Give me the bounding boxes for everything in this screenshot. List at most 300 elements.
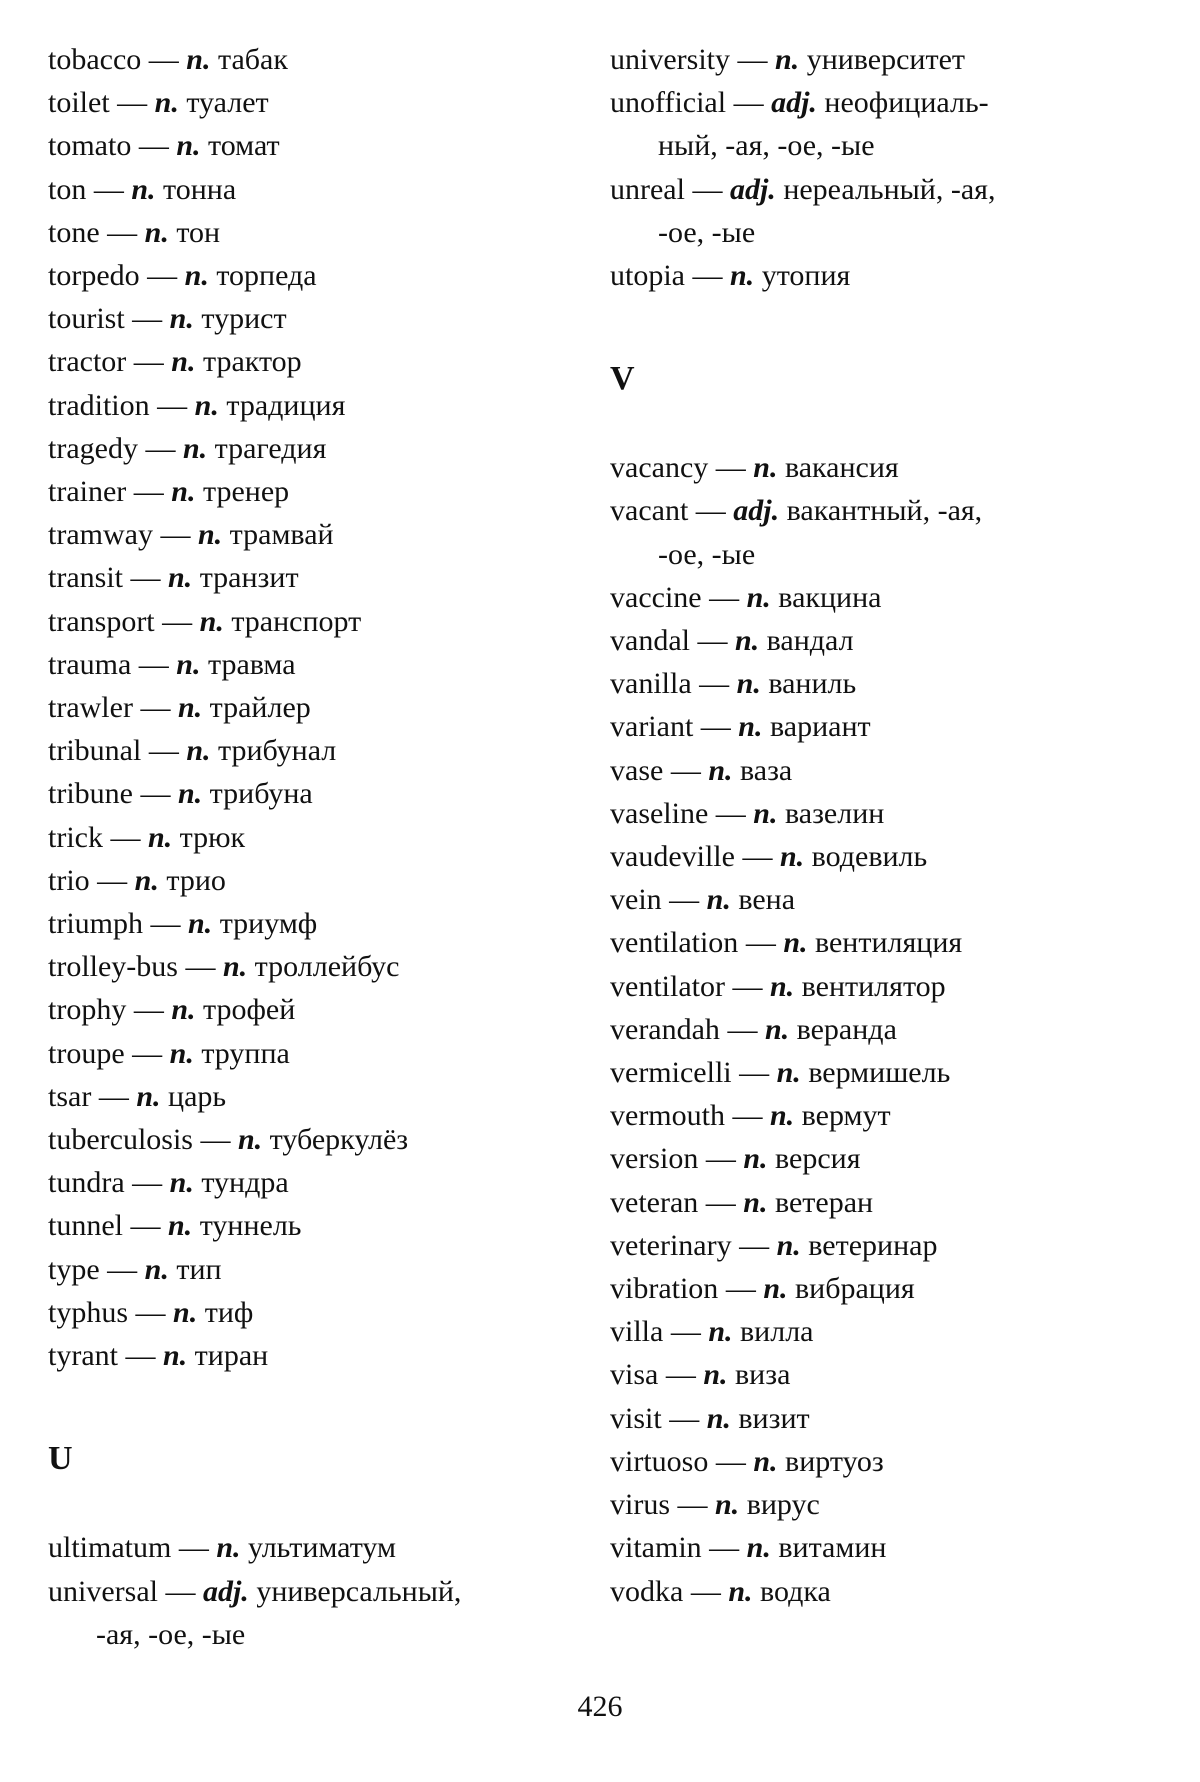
dictionary-entry <box>610 921 1170 964</box>
entry-translation: трофей <box>203 993 296 1027</box>
dictionary-entry <box>48 1118 588 1161</box>
section-heading-v: V <box>610 360 635 398</box>
entry-line <box>48 1161 588 1204</box>
entry-part-of-speech: n. <box>177 691 203 725</box>
entry-list-u-continued <box>610 38 1170 297</box>
entry-part-of-speech: n. <box>706 883 731 917</box>
entry-line <box>48 384 588 427</box>
entry-part-of-speech: n. <box>764 1012 790 1046</box>
entry-line <box>48 1032 588 1075</box>
dictionary-entry <box>48 470 588 513</box>
dictionary-entry <box>48 1570 588 1656</box>
entry-line <box>48 513 588 556</box>
entry-word: ultimatum <box>48 1531 172 1565</box>
dictionary-entry <box>48 1161 588 1204</box>
entry-word: ventilation <box>610 926 739 960</box>
entry-translation: туалет <box>186 86 269 120</box>
entry-part-of-speech: n. <box>775 43 800 76</box>
dictionary-entry <box>48 1526 588 1569</box>
entry-part-of-speech: n. <box>769 1099 795 1133</box>
entry-translation: троллейбус <box>254 950 400 984</box>
entry-translation: вирус <box>746 1488 820 1522</box>
dictionary-entry <box>610 1051 1170 1094</box>
dictionary-entry <box>48 384 588 427</box>
entry-word: verandah <box>610 1012 720 1046</box>
entry-word: utopia <box>610 259 685 293</box>
right-column <box>610 38 1170 1613</box>
dictionary-entry <box>610 619 1170 662</box>
entry-part-of-speech: n. <box>173 1295 198 1329</box>
dictionary-entry <box>48 124 588 167</box>
dictionary-entry <box>610 576 1170 619</box>
entry-dash: — <box>98 1079 129 1113</box>
entry-translation: трио <box>166 863 226 897</box>
entry-dash: — <box>178 1531 209 1565</box>
entry-word: vandal <box>610 624 690 658</box>
entry-translation: томат <box>208 129 280 163</box>
entry-line <box>48 1334 588 1377</box>
entry-dash: — <box>117 86 148 120</box>
entry-word: tunnel <box>48 1209 123 1243</box>
entry-dash: — <box>138 647 169 681</box>
entry-dash: — <box>133 475 164 509</box>
entry-part-of-speech: adj. <box>202 1574 249 1608</box>
dictionary-entry <box>610 1570 1170 1613</box>
entry-line <box>610 965 1170 1008</box>
entry-translation: универсальный, <box>256 1574 462 1608</box>
entry-word: vermicelli <box>610 1056 732 1090</box>
entry-part-of-speech: n. <box>715 1488 740 1522</box>
dictionary-entry <box>610 1440 1170 1483</box>
entry-word: veterinary <box>610 1228 732 1262</box>
dictionary-entry <box>610 705 1170 748</box>
entry-part-of-speech: n. <box>199 604 224 638</box>
entry-dash: — <box>140 777 171 811</box>
entry-translation: туннель <box>199 1209 302 1243</box>
entry-line <box>48 772 588 815</box>
entry-line <box>48 1291 588 1334</box>
dictionary-entry <box>48 988 588 1031</box>
entry-dash: — <box>93 172 124 206</box>
entry-translation: утопия <box>761 259 851 293</box>
entry-dash: — <box>705 1142 736 1176</box>
entry-part-of-speech: adj. <box>733 494 780 528</box>
entry-line <box>48 816 588 859</box>
entry-word: visit <box>610 1401 662 1435</box>
entry-word: tribunal <box>48 734 142 768</box>
entry-line <box>48 1248 588 1291</box>
dictionary-entry <box>48 513 588 556</box>
section-heading-u: U <box>48 1440 73 1478</box>
entry-line <box>48 470 588 513</box>
entry-translation: вена <box>738 883 796 917</box>
entry-word: version <box>610 1142 699 1176</box>
dictionary-entry <box>48 556 588 599</box>
entry-word: typhus <box>48 1295 129 1329</box>
entry-part-of-speech: n. <box>776 1228 801 1262</box>
entry-dash: — <box>669 883 700 917</box>
entry-part-of-speech: n. <box>162 1339 188 1373</box>
entry-translation: вилла <box>740 1315 814 1349</box>
dictionary-entry <box>48 643 588 686</box>
entry-dash: — <box>147 259 178 293</box>
entry-translation: тиран <box>194 1339 269 1373</box>
dictionary-entry <box>48 1291 588 1334</box>
entry-dash: — <box>690 1574 721 1608</box>
entry-translation: табак <box>217 43 288 76</box>
entry-list-u <box>48 1526 588 1656</box>
entry-word: villa <box>610 1315 664 1349</box>
entry-word: torpedo <box>48 259 140 293</box>
entry-part-of-speech: n. <box>169 1166 194 1200</box>
entry-dash: — <box>665 1358 696 1392</box>
entry-dash: — <box>737 43 768 76</box>
entry-dash: — <box>145 431 176 465</box>
dictionary-entry <box>610 878 1170 921</box>
entry-word: transport <box>48 604 155 638</box>
entry-word: type <box>48 1252 100 1286</box>
entry-part-of-speech: n. <box>131 172 156 206</box>
entry-word: trainer <box>48 475 127 509</box>
entry-line <box>610 576 1170 619</box>
dictionary-entry <box>48 427 588 470</box>
entry-part-of-speech: n. <box>743 1185 768 1219</box>
entry-dash: — <box>670 1315 701 1349</box>
entry-dash: — <box>132 302 163 336</box>
entry-line <box>48 729 588 772</box>
entry-word: tundra <box>48 1166 125 1200</box>
dictionary-entry <box>48 686 588 729</box>
entry-word: vaccine <box>610 580 702 614</box>
entry-line <box>610 1051 1170 1094</box>
entry-translation: транзит <box>199 561 299 595</box>
entry-translation: ваза <box>740 753 793 787</box>
entry-word: unreal <box>610 172 685 206</box>
entry-part-of-speech: n. <box>197 518 223 552</box>
entry-translation: ветеринар <box>808 1228 938 1262</box>
dictionary-entry <box>610 1267 1170 1310</box>
entry-line <box>610 1353 1170 1396</box>
entry-translation: виртуоз <box>785 1444 884 1478</box>
dictionary-entry <box>48 1334 588 1377</box>
entry-part-of-speech: n. <box>169 302 194 336</box>
entry-line <box>610 1310 1170 1353</box>
entry-part-of-speech: n. <box>753 796 778 830</box>
entry-word: vermouth <box>610 1099 725 1133</box>
entry-translation: вазелин <box>784 796 885 830</box>
entry-line <box>610 662 1170 705</box>
dictionary-entry <box>610 446 1170 489</box>
entry-line <box>48 1570 588 1613</box>
entry-part-of-speech: n. <box>176 129 201 163</box>
entry-line <box>610 1137 1170 1180</box>
entry-line <box>610 1570 1170 1613</box>
entry-line <box>610 792 1170 835</box>
entry-dash: — <box>140 691 171 725</box>
entry-part-of-speech: n. <box>738 710 763 744</box>
entry-translation: вакансия <box>784 451 899 485</box>
entry-dash: — <box>130 561 161 595</box>
entry-dash: — <box>739 1056 770 1090</box>
entry-part-of-speech: n. <box>708 753 733 787</box>
dictionary-entry <box>610 1397 1170 1440</box>
entry-dash: — <box>165 1574 196 1608</box>
entry-part-of-speech: n. <box>136 1079 161 1113</box>
entry-part-of-speech: n. <box>186 43 211 76</box>
entry-word: virtuoso <box>610 1444 709 1478</box>
entry-word: tragedy <box>48 431 138 465</box>
entry-translation: тип <box>176 1252 222 1286</box>
entry-line <box>610 921 1170 964</box>
dictionary-entry <box>48 297 588 340</box>
entry-translation: витамин <box>778 1531 887 1565</box>
entry-line <box>48 254 588 297</box>
entry-translation: тонна <box>163 172 237 206</box>
entry-dash: — <box>162 604 193 638</box>
dictionary-entry <box>610 1483 1170 1526</box>
entry-word: tobacco <box>48 43 142 76</box>
entry-dash: — <box>700 710 731 744</box>
entry-line <box>48 81 588 124</box>
entry-word: triumph <box>48 907 143 941</box>
entry-part-of-speech: n. <box>783 926 808 960</box>
entry-word: veteran <box>610 1185 699 1219</box>
entry-word: trick <box>48 820 103 854</box>
entry-dash: — <box>157 388 188 422</box>
section-spacer <box>48 1377 588 1437</box>
entry-line <box>610 446 1170 489</box>
entry-word: vitamin <box>610 1531 702 1565</box>
entry-dash: — <box>745 926 776 960</box>
entry-word: trawler <box>48 691 133 725</box>
entry-part-of-speech: n. <box>186 734 211 768</box>
entry-translation: вакцина <box>778 580 882 614</box>
entry-dash: — <box>130 1209 161 1243</box>
entry-part-of-speech: n. <box>706 1401 731 1435</box>
dictionary-entry <box>48 600 588 643</box>
entry-line <box>610 254 1170 297</box>
entry-translation: водевиль <box>811 840 928 874</box>
entry-dash: — <box>732 1099 763 1133</box>
entry-translation: вандал <box>766 624 854 658</box>
entry-part-of-speech: n. <box>753 451 778 485</box>
entry-translation: ветеран <box>774 1185 874 1219</box>
entry-dash: — <box>150 907 181 941</box>
entry-line <box>610 168 1170 211</box>
entry-word: tsar <box>48 1079 92 1113</box>
entry-translation: водка <box>760 1574 831 1608</box>
entry-translation: трибуна <box>209 777 313 811</box>
entry-line <box>48 1204 588 1247</box>
dictionary-entry <box>610 1137 1170 1180</box>
entry-part-of-speech: n. <box>171 993 196 1027</box>
entry-dash: — <box>692 259 723 293</box>
entry-part-of-speech: n. <box>728 1574 753 1608</box>
entry-line <box>610 1483 1170 1526</box>
entry-word: unofficial <box>610 86 727 120</box>
entry-part-of-speech: n. <box>169 1036 194 1070</box>
entry-word: visa <box>610 1358 659 1392</box>
entry-translation: вентилятор <box>801 969 946 1003</box>
dictionary-entry <box>48 168 588 211</box>
entry-part-of-speech: n. <box>753 1444 778 1478</box>
entry-dash: — <box>669 1401 700 1435</box>
entry-part-of-speech: n. <box>703 1358 728 1392</box>
entry-line <box>610 81 1170 124</box>
entry-word: toilet <box>48 86 110 120</box>
entry-dash: — <box>727 1012 758 1046</box>
entry-translation: туберкулёз <box>269 1123 409 1157</box>
entry-translation: транспорт <box>231 604 362 638</box>
entry-translation: вентиляция <box>815 926 963 960</box>
entry-line <box>48 643 588 686</box>
entry-word: tyrant <box>48 1339 118 1373</box>
entry-word: variant <box>610 710 694 744</box>
entry-line <box>610 1267 1170 1310</box>
entry-list-v <box>610 446 1170 1612</box>
entry-translation: трибунал <box>218 734 337 768</box>
entry-dash: — <box>725 1272 756 1306</box>
entry-part-of-speech: n. <box>168 1209 193 1243</box>
entry-translation: ваниль <box>768 667 857 701</box>
entry-dash: — <box>135 1295 166 1329</box>
entry-dash: — <box>132 1036 163 1070</box>
entry-word: trolley-bus <box>48 950 178 984</box>
entry-line <box>610 705 1170 748</box>
dictionary-entry <box>610 1094 1170 1137</box>
dictionary-entry <box>48 1032 588 1075</box>
entry-line <box>48 556 588 599</box>
entry-translation: вермут <box>801 1099 891 1133</box>
entry-word: transit <box>48 561 123 595</box>
entry-part-of-speech: n. <box>763 1272 788 1306</box>
entry-word: ventilator <box>610 969 725 1003</box>
entry-line <box>610 1008 1170 1051</box>
entry-word: virus <box>610 1488 670 1522</box>
entry-dash: — <box>148 43 179 76</box>
entry-dash: — <box>695 494 726 528</box>
entry-translation: трамвай <box>229 518 334 552</box>
entry-part-of-speech: n. <box>779 840 805 874</box>
entry-part-of-speech: n. <box>746 1531 771 1565</box>
entry-dash: — <box>699 667 730 701</box>
entry-line <box>610 1440 1170 1483</box>
entry-translation: университет <box>806 43 966 76</box>
entry-part-of-speech: n. <box>216 1531 241 1565</box>
dictionary-entry <box>48 211 588 254</box>
dictionary-entry <box>610 254 1170 297</box>
entry-word: vacant <box>610 494 689 528</box>
entry-translation: тиф <box>204 1295 254 1329</box>
entry-word: tractor <box>48 345 127 379</box>
entry-translation: торпеда <box>216 259 317 293</box>
entry-part-of-speech: n. <box>730 259 755 293</box>
entry-word: tradition <box>48 388 150 422</box>
dictionary-entry <box>610 1526 1170 1569</box>
entry-line <box>48 859 588 902</box>
entry-translation: визит <box>738 1401 810 1435</box>
entry-list-t <box>48 38 588 1377</box>
entry-dash: — <box>185 950 216 984</box>
entry-line <box>48 600 588 643</box>
entry-continuation: -ая, -ое, -ые <box>96 1617 246 1651</box>
entry-dash: — <box>705 1185 736 1219</box>
entry-continuation: -ое, -ые <box>658 215 756 249</box>
entry-translation: царь <box>168 1079 227 1113</box>
section-spacer <box>610 297 1170 357</box>
entry-word: vase <box>610 753 664 787</box>
entry-line <box>48 297 588 340</box>
entry-word: trauma <box>48 647 132 681</box>
entry-dash: — <box>133 345 164 379</box>
entry-part-of-speech: n. <box>769 969 795 1003</box>
entry-dash: — <box>107 215 138 249</box>
entry-dash: — <box>742 840 773 874</box>
entry-line <box>610 835 1170 878</box>
entry-translation: труппа <box>201 1036 290 1070</box>
left-column <box>48 38 588 1656</box>
dictionary-entry <box>610 1181 1170 1224</box>
dictionary-entry <box>610 1310 1170 1353</box>
entry-part-of-speech: n. <box>171 475 196 509</box>
entry-line <box>48 902 588 945</box>
entry-line <box>48 1526 588 1569</box>
entry-translation: ультиматум <box>248 1531 396 1565</box>
dictionary-entry <box>610 489 1170 575</box>
entry-translation: трактор <box>202 345 302 379</box>
entry-part-of-speech: n. <box>144 215 169 249</box>
dictionary-entry <box>48 81 588 124</box>
entry-dash: — <box>715 796 746 830</box>
entry-word: tuberculosis <box>48 1123 193 1157</box>
entry-line <box>610 878 1170 921</box>
dictionary-entry <box>48 902 588 945</box>
entry-dash: — <box>697 624 728 658</box>
entry-dash: — <box>709 1531 740 1565</box>
entry-line <box>48 340 588 383</box>
entry-dash: — <box>739 1228 770 1262</box>
entry-line <box>610 1526 1170 1569</box>
entry-dash: — <box>97 863 128 897</box>
entry-line <box>610 1094 1170 1137</box>
entry-part-of-speech: n. <box>743 1142 768 1176</box>
entry-part-of-speech: n. <box>147 820 173 854</box>
entry-dash: — <box>110 820 141 854</box>
entry-part-of-speech: n. <box>154 86 179 120</box>
entry-part-of-speech: adj. <box>771 86 817 120</box>
entry-line <box>48 38 588 81</box>
entry-translation: тренер <box>202 475 290 509</box>
entry-word: trio <box>48 863 90 897</box>
dictionary-entry <box>610 1008 1170 1051</box>
entry-line <box>48 945 588 988</box>
dictionary-entry <box>48 816 588 859</box>
entry-part-of-speech: adj. <box>729 172 776 206</box>
entry-translation: вариант <box>769 710 871 744</box>
entry-word: vibration <box>610 1272 719 1306</box>
entry-translation: нереальный, -ая, <box>783 172 996 206</box>
entry-translation: травма <box>207 647 296 681</box>
entry-translation: виза <box>735 1358 791 1392</box>
entry-translation: тон <box>176 215 221 249</box>
entry-line <box>610 38 1170 81</box>
entry-part-of-speech: n. <box>134 863 159 897</box>
entry-word: vein <box>610 883 662 917</box>
entry-part-of-speech: n. <box>176 647 201 681</box>
dictionary-entry <box>48 729 588 772</box>
entry-word: tramway <box>48 518 153 552</box>
entry-dash: — <box>715 451 746 485</box>
